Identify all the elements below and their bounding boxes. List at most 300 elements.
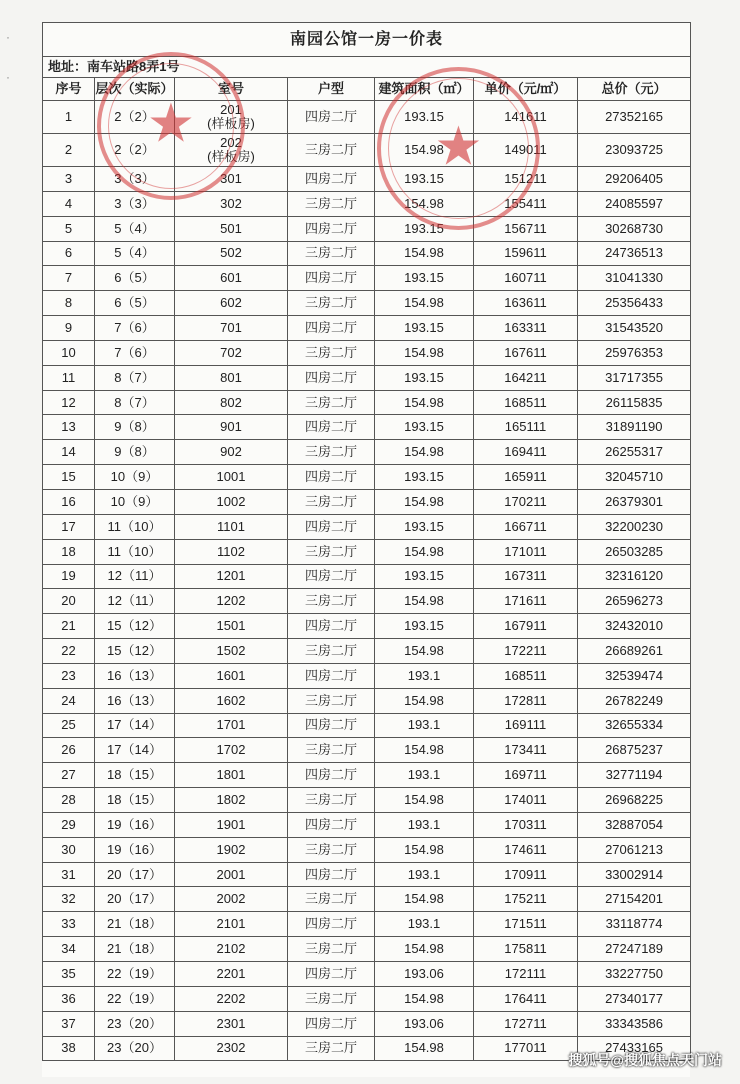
table-row <box>43 862 691 887</box>
cell-area: 193.1 <box>375 713 474 738</box>
col-header-room: 室号 <box>175 78 288 101</box>
table-row <box>43 937 691 962</box>
cell-layout: 三房二厅 <box>288 738 375 763</box>
table-row <box>43 639 691 664</box>
cell-unit-price: 174011 <box>474 788 578 813</box>
cell-unit-price: 170211 <box>474 489 578 514</box>
cell-floor: 18（15） <box>95 788 175 813</box>
cell-floor: 9（8） <box>95 440 175 465</box>
cell-layout: 三房二厅 <box>288 1036 375 1061</box>
table-row <box>43 837 691 862</box>
cell-area: 193.15 <box>375 316 474 341</box>
cell-area: 154.98 <box>375 489 474 514</box>
cell-layout: 四房二厅 <box>288 912 375 937</box>
table-row <box>43 986 691 1011</box>
cell-floor: 11（10） <box>95 514 175 539</box>
cell-total-price: 30268730 <box>578 216 691 241</box>
cell-room: 201 (样板房) <box>175 101 288 134</box>
cell-total-price: 32771194 <box>578 763 691 788</box>
table-row <box>43 688 691 713</box>
cell-total-price: 33343586 <box>578 1011 691 1036</box>
cell-layout: 三房二厅 <box>288 489 375 514</box>
cell-index: 5 <box>43 216 95 241</box>
cell-total-price: 32045710 <box>578 465 691 490</box>
cell-room: 1601 <box>175 663 288 688</box>
cell-index: 38 <box>43 1036 95 1061</box>
cell-total-price: 31891190 <box>578 415 691 440</box>
cell-room: 1201 <box>175 564 288 589</box>
cell-room: 1801 <box>175 763 288 788</box>
cell-floor: 12（11） <box>95 589 175 614</box>
cell-unit-price: 169111 <box>474 713 578 738</box>
cell-unit-price: 165111 <box>474 415 578 440</box>
cell-floor: 15（12） <box>95 639 175 664</box>
cell-area: 193.1 <box>375 663 474 688</box>
cell-area: 193.15 <box>375 266 474 291</box>
cell-total-price: 26689261 <box>578 639 691 664</box>
cell-floor: 8（7） <box>95 390 175 415</box>
cell-room: 601 <box>175 266 288 291</box>
cell-index: 36 <box>43 986 95 1011</box>
cell-area: 154.98 <box>375 539 474 564</box>
cell-floor: 7（6） <box>95 316 175 341</box>
cell-room: 602 <box>175 291 288 316</box>
cell-unit-price: 176411 <box>474 986 578 1011</box>
cell-room: 1502 <box>175 639 288 664</box>
cell-layout: 四房二厅 <box>288 862 375 887</box>
table-row <box>43 1011 691 1036</box>
table-row <box>43 316 691 341</box>
cell-room: 1501 <box>175 614 288 639</box>
cell-area: 154.98 <box>375 134 474 167</box>
cell-area: 154.98 <box>375 788 474 813</box>
col-header-layout: 户型 <box>288 78 375 101</box>
table-row <box>43 390 691 415</box>
cell-room: 1101 <box>175 514 288 539</box>
cell-index: 35 <box>43 962 95 987</box>
cell-total-price: 23093725 <box>578 134 691 167</box>
table-row <box>43 291 691 316</box>
cell-room: 2301 <box>175 1011 288 1036</box>
table-body <box>43 101 691 1061</box>
cell-index: 26 <box>43 738 95 763</box>
cell-index: 31 <box>43 862 95 887</box>
cell-index: 6 <box>43 241 95 266</box>
cell-unit-price: 172811 <box>474 688 578 713</box>
cell-total-price: 32539474 <box>578 663 691 688</box>
cell-room: 301 <box>175 167 288 192</box>
cell-floor: 16（13） <box>95 688 175 713</box>
margin-marks: · <box>6 70 10 84</box>
cell-total-price: 26379301 <box>578 489 691 514</box>
cell-area: 193.15 <box>375 614 474 639</box>
cell-area: 193.15 <box>375 101 474 134</box>
cell-total-price: 27340177 <box>578 986 691 1011</box>
cell-unit-price: 166711 <box>474 514 578 539</box>
cell-unit-price: 156711 <box>474 216 578 241</box>
cell-floor: 21（18） <box>95 937 175 962</box>
cell-index: 27 <box>43 763 95 788</box>
cell-unit-price: 171611 <box>474 589 578 614</box>
cell-area: 193.15 <box>375 415 474 440</box>
cell-floor: 22（19） <box>95 986 175 1011</box>
table-row <box>43 465 691 490</box>
cell-unit-price: 165911 <box>474 465 578 490</box>
cell-total-price: 25976353 <box>578 340 691 365</box>
cell-unit-price: 170911 <box>474 862 578 887</box>
cell-room: 1602 <box>175 688 288 713</box>
cell-layout: 四房二厅 <box>288 663 375 688</box>
cell-floor: 2（2） <box>95 134 175 167</box>
cell-index: 11 <box>43 365 95 390</box>
table-row <box>43 738 691 763</box>
cell-room: 1701 <box>175 713 288 738</box>
cell-unit-price: 167911 <box>474 614 578 639</box>
cell-total-price: 24736513 <box>578 241 691 266</box>
cell-area: 154.98 <box>375 440 474 465</box>
cell-total-price: 32200230 <box>578 514 691 539</box>
cell-area: 154.98 <box>375 191 474 216</box>
cell-layout: 三房二厅 <box>288 539 375 564</box>
cell-room: 2002 <box>175 887 288 912</box>
cell-floor: 16（13） <box>95 663 175 688</box>
cell-floor: 20（17） <box>95 862 175 887</box>
cell-unit-price: 171511 <box>474 912 578 937</box>
cell-floor: 9（8） <box>95 415 175 440</box>
cell-room: 1202 <box>175 589 288 614</box>
cell-room: 2201 <box>175 962 288 987</box>
cell-unit-price: 169411 <box>474 440 578 465</box>
cell-total-price: 27433165 <box>578 1036 691 1061</box>
cell-index: 14 <box>43 440 95 465</box>
table-row <box>43 912 691 937</box>
cell-index: 17 <box>43 514 95 539</box>
cell-floor: 23（20） <box>95 1011 175 1036</box>
cell-floor: 2（2） <box>95 101 175 134</box>
cell-total-price: 26596273 <box>578 589 691 614</box>
cell-layout: 三房二厅 <box>288 986 375 1011</box>
cell-room: 2202 <box>175 986 288 1011</box>
cell-unit-price: 171011 <box>474 539 578 564</box>
cell-total-price: 27352165 <box>578 101 691 134</box>
cell-layout: 四房二厅 <box>288 1011 375 1036</box>
address-label: 地址：南车站路8弄1号 <box>43 57 691 78</box>
cell-floor: 3（3） <box>95 167 175 192</box>
cell-area: 193.1 <box>375 912 474 937</box>
cell-floor: 15（12） <box>95 614 175 639</box>
table-row <box>43 614 691 639</box>
cell-room: 702 <box>175 340 288 365</box>
cell-index: 33 <box>43 912 95 937</box>
cell-index: 28 <box>43 788 95 813</box>
cell-floor: 3（3） <box>95 191 175 216</box>
cell-layout: 三房二厅 <box>288 788 375 813</box>
cell-layout: 三房二厅 <box>288 887 375 912</box>
cell-area: 154.98 <box>375 837 474 862</box>
cell-layout: 四房二厅 <box>288 216 375 241</box>
cell-index: 7 <box>43 266 95 291</box>
cell-unit-price: 163311 <box>474 316 578 341</box>
cell-room: 902 <box>175 440 288 465</box>
cell-total-price: 32887054 <box>578 812 691 837</box>
cell-area: 154.98 <box>375 937 474 962</box>
cell-area: 193.06 <box>375 962 474 987</box>
cell-floor: 19（16） <box>95 812 175 837</box>
cell-total-price: 32432010 <box>578 614 691 639</box>
price-table <box>42 22 691 1061</box>
cell-layout: 三房二厅 <box>288 639 375 664</box>
cell-floor: 6（5） <box>95 291 175 316</box>
cell-layout: 三房二厅 <box>288 390 375 415</box>
cell-room: 1001 <box>175 465 288 490</box>
cell-area: 193.15 <box>375 216 474 241</box>
table-row <box>43 365 691 390</box>
cell-area: 193.15 <box>375 465 474 490</box>
cell-floor: 7（6） <box>95 340 175 365</box>
col-header-floor: 层次（实际） <box>95 78 175 101</box>
cell-floor: 8（7） <box>95 365 175 390</box>
cell-layout: 三房二厅 <box>288 589 375 614</box>
cell-floor: 19（16） <box>95 837 175 862</box>
col-header-unit-price: 单价（元/㎡） <box>474 78 578 101</box>
cell-area: 154.98 <box>375 340 474 365</box>
cell-total-price: 27061213 <box>578 837 691 862</box>
cell-index: 23 <box>43 663 95 688</box>
cell-index: 2 <box>43 134 95 167</box>
cell-room: 2101 <box>175 912 288 937</box>
cell-index: 34 <box>43 937 95 962</box>
cell-layout: 三房二厅 <box>288 191 375 216</box>
cell-unit-price: 172211 <box>474 639 578 664</box>
cell-total-price: 32316120 <box>578 564 691 589</box>
cell-unit-price: 172111 <box>474 962 578 987</box>
table-row <box>43 962 691 987</box>
cell-area: 154.98 <box>375 986 474 1011</box>
cell-total-price: 27247189 <box>578 937 691 962</box>
table-row <box>43 514 691 539</box>
cell-layout: 四房二厅 <box>288 465 375 490</box>
cell-total-price: 33227750 <box>578 962 691 987</box>
cell-index: 24 <box>43 688 95 713</box>
cell-unit-price: 167311 <box>474 564 578 589</box>
cell-index: 18 <box>43 539 95 564</box>
cell-index: 8 <box>43 291 95 316</box>
table-row <box>43 167 691 192</box>
cell-unit-price: 159611 <box>474 241 578 266</box>
cell-layout: 四房二厅 <box>288 514 375 539</box>
cell-floor: 22（19） <box>95 962 175 987</box>
table-row <box>43 241 691 266</box>
table-row <box>43 266 691 291</box>
cell-layout: 三房二厅 <box>288 291 375 316</box>
table-row <box>43 663 691 688</box>
cell-unit-price: 173411 <box>474 738 578 763</box>
cell-index: 3 <box>43 167 95 192</box>
cell-room: 2102 <box>175 937 288 962</box>
cell-room: 1702 <box>175 738 288 763</box>
cell-floor: 23（20） <box>95 1036 175 1061</box>
cell-total-price: 29206405 <box>578 167 691 192</box>
cell-area: 154.98 <box>375 291 474 316</box>
cell-area: 193.15 <box>375 514 474 539</box>
cell-floor: 18（15） <box>95 763 175 788</box>
cell-area: 154.98 <box>375 241 474 266</box>
cell-layout: 四房二厅 <box>288 415 375 440</box>
cell-index: 29 <box>43 812 95 837</box>
margin-marks: · <box>6 30 10 44</box>
cell-floor: 12（11） <box>95 564 175 589</box>
table-row <box>43 788 691 813</box>
cell-total-price: 24085597 <box>578 191 691 216</box>
cell-unit-price: 175211 <box>474 887 578 912</box>
cell-index: 10 <box>43 340 95 365</box>
cell-room: 1802 <box>175 788 288 813</box>
cell-area: 193.1 <box>375 812 474 837</box>
cell-room: 202 (样板房) <box>175 134 288 167</box>
cell-floor: 17（14） <box>95 713 175 738</box>
cell-unit-price: 160711 <box>474 266 578 291</box>
cell-floor: 21（18） <box>95 912 175 937</box>
cell-area: 154.98 <box>375 1036 474 1061</box>
table-row <box>43 101 691 134</box>
cell-index: 12 <box>43 390 95 415</box>
cell-area: 154.98 <box>375 639 474 664</box>
cell-layout: 四房二厅 <box>288 365 375 390</box>
cell-index: 19 <box>43 564 95 589</box>
cell-index: 22 <box>43 639 95 664</box>
cell-unit-price: 149011 <box>474 134 578 167</box>
table-row <box>43 340 691 365</box>
table-title: 南园公馆一房一价表 <box>43 23 691 57</box>
cell-area: 154.98 <box>375 738 474 763</box>
cell-room: 701 <box>175 316 288 341</box>
cell-layout: 四房二厅 <box>288 962 375 987</box>
cell-layout: 四房二厅 <box>288 713 375 738</box>
table-row <box>43 216 691 241</box>
col-header-index: 序号 <box>43 78 95 101</box>
cell-unit-price: 167611 <box>474 340 578 365</box>
cell-room: 901 <box>175 415 288 440</box>
cell-area: 193.15 <box>375 365 474 390</box>
table-row <box>43 415 691 440</box>
cell-room: 502 <box>175 241 288 266</box>
table-row <box>43 440 691 465</box>
cell-unit-price: 163611 <box>474 291 578 316</box>
cell-unit-price: 164211 <box>474 365 578 390</box>
cell-unit-price: 155411 <box>474 191 578 216</box>
table-row <box>43 812 691 837</box>
cell-index: 4 <box>43 191 95 216</box>
cell-layout: 三房二厅 <box>288 688 375 713</box>
cell-unit-price: 169711 <box>474 763 578 788</box>
cell-layout: 三房二厅 <box>288 440 375 465</box>
cell-index: 21 <box>43 614 95 639</box>
cell-total-price: 33118774 <box>578 912 691 937</box>
cell-room: 1902 <box>175 837 288 862</box>
star-icon: ★ <box>146 93 196 154</box>
cell-layout: 四房二厅 <box>288 316 375 341</box>
cell-index: 16 <box>43 489 95 514</box>
cell-unit-price: 141611 <box>474 101 578 134</box>
cell-area: 193.1 <box>375 862 474 887</box>
cell-index: 32 <box>43 887 95 912</box>
cell-unit-price: 168511 <box>474 390 578 415</box>
cell-layout: 四房二厅 <box>288 101 375 134</box>
table-row <box>43 589 691 614</box>
cell-unit-price: 175811 <box>474 937 578 962</box>
cell-room: 802 <box>175 390 288 415</box>
cell-index: 1 <box>43 101 95 134</box>
cell-room: 2001 <box>175 862 288 887</box>
cell-total-price: 26503285 <box>578 539 691 564</box>
cell-total-price: 32655334 <box>578 713 691 738</box>
cell-floor: 10（9） <box>95 489 175 514</box>
cell-index: 9 <box>43 316 95 341</box>
cell-floor: 5（4） <box>95 216 175 241</box>
cell-area: 154.98 <box>375 688 474 713</box>
cell-total-price: 26782249 <box>578 688 691 713</box>
cell-layout: 四房二厅 <box>288 167 375 192</box>
cell-total-price: 26115835 <box>578 390 691 415</box>
cell-unit-price: 170311 <box>474 812 578 837</box>
cell-layout: 四房二厅 <box>288 266 375 291</box>
table-row <box>43 134 691 167</box>
cell-index: 37 <box>43 1011 95 1036</box>
cell-room: 801 <box>175 365 288 390</box>
table-row <box>43 713 691 738</box>
cell-floor: 20（17） <box>95 887 175 912</box>
cell-total-price: 25356433 <box>578 291 691 316</box>
cell-floor: 6（5） <box>95 266 175 291</box>
star-icon: ★ <box>434 115 483 176</box>
cell-floor: 17（14） <box>95 738 175 763</box>
table-row <box>43 564 691 589</box>
cell-room: 302 <box>175 191 288 216</box>
cell-unit-price: 168511 <box>474 663 578 688</box>
cell-total-price: 31543520 <box>578 316 691 341</box>
cell-index: 15 <box>43 465 95 490</box>
cell-total-price: 27154201 <box>578 887 691 912</box>
cell-room: 1002 <box>175 489 288 514</box>
cell-index: 25 <box>43 713 95 738</box>
cell-layout: 三房二厅 <box>288 937 375 962</box>
cell-layout: 三房二厅 <box>288 134 375 167</box>
cell-area: 193.1 <box>375 763 474 788</box>
cell-area: 193.15 <box>375 564 474 589</box>
cell-total-price: 31717355 <box>578 365 691 390</box>
cell-floor: 11（10） <box>95 539 175 564</box>
table-row <box>43 191 691 216</box>
cell-floor: 5（4） <box>95 241 175 266</box>
cell-index: 20 <box>43 589 95 614</box>
cell-layout: 四房二厅 <box>288 763 375 788</box>
cell-layout: 三房二厅 <box>288 340 375 365</box>
cell-area: 154.98 <box>375 887 474 912</box>
cell-total-price: 26968225 <box>578 788 691 813</box>
col-header-area: 建筑面积（㎡） <box>375 78 474 101</box>
cell-room: 1901 <box>175 812 288 837</box>
cell-floor: 10（9） <box>95 465 175 490</box>
cell-unit-price: 177011 <box>474 1036 578 1061</box>
cell-room: 2302 <box>175 1036 288 1061</box>
cell-room: 501 <box>175 216 288 241</box>
table-row <box>43 489 691 514</box>
cell-layout: 四房二厅 <box>288 614 375 639</box>
cell-total-price: 31041330 <box>578 266 691 291</box>
price-sheet <box>42 22 690 1077</box>
cell-total-price: 33002914 <box>578 862 691 887</box>
watermark-text: 搜狐号@搜狐焦点天门站 <box>568 1052 722 1068</box>
